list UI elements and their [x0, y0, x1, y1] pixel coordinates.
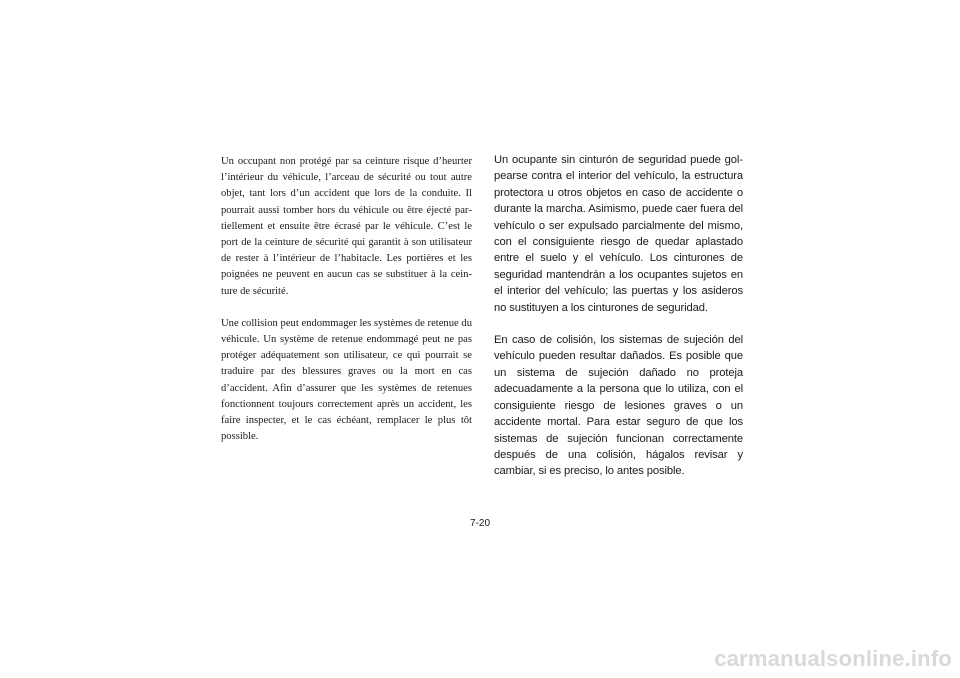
french-paragraph-1: Un occupant non protégé par sa ceinture risque d’heurter l’intérieur du véhicule, l’arceau de sécurité ou tout autre objet, tant lors d’un accident que lors de la conduite. Il pourrait aussi tomber hors du véhicule ou être éjecté partiellement et ensuite être écrasé par le véhicule. C’est le port de la ceinture de sécurité qui garantit à son utilisateur de rester à l’intérieur de l’habitacle. Les portières et les poignées ne peuvent en aucun cas se substituer à la ceinture de sécurité. [221, 156, 472, 297]
spanish-paragraph-1: Un ocupante sin cinturón de seguridad puede golpearse contra el interior del vehículo, la estructura protectora u otros objetos en caso de accidente o durante la marcha. Asimismo, puede caer fuera del vehículo o ser expulsado parcialmente del mismo, con el consiguiente riesgo de quedar aplastado entre el suelo y el vehículo. Los cinturones de seguridad mantendrán a los ocupantes sujetos en el interior del vehículo; las puertas y los asideros no sustituyen a los cinturones de seguridad. [494, 154, 743, 314]
french-text-column [221, 154, 472, 461]
watermark: carmanualsonline.info [714, 646, 952, 671]
french-paragraph-2: Une collision peut endommager les systèmes de retenue du véhicule. Un système de retenue endommagé peut ne pas protéger adéquatement son utilisateur, ce qui pourrait se traduire par des blessures graves ou la mort en cas d’accident. Afin d’assurer que les systèmes de retenues fonctionnent toujours correctement après un accident, les faire inspecter, et le cas échéant, remplacer le plus tôt possible. [221, 317, 472, 443]
spanish-text-column [494, 152, 743, 496]
spanish-paragraph-2: En caso de colisión, los sistemas de sujeción del vehículo pueden resultar dañados. Es posible que un sistema de sujeción dañado no proteja adecuadamente a la persona que lo utiliza, con el consiguiente riesgo de lesiones graves o un accidente mortal. Para estar seguro de que los sistemas de sujeción funcionan correctamente después de una colisión, hágalos revisar y cambiar, si es preciso, lo antes posible. [494, 334, 743, 478]
page-number: 7-20 [470, 518, 491, 529]
